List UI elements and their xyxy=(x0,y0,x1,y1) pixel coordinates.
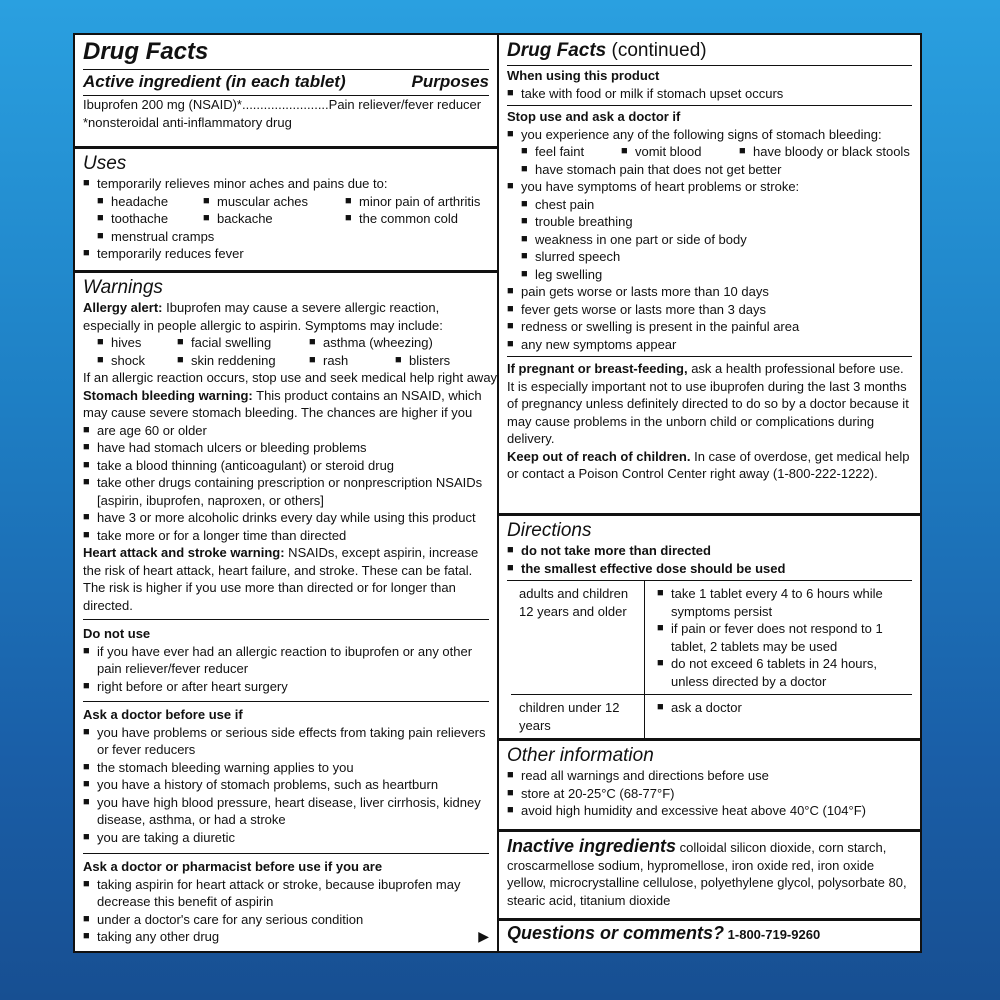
drug-facts-label xyxy=(73,33,922,953)
list-item: ■ you are taking a diuretic xyxy=(83,829,489,847)
allergy-after: If an allergic reaction occurs, stop use and seek medical help right away. xyxy=(83,370,500,385)
uses-row-1 xyxy=(83,193,489,211)
keep-out-text: Keep out of reach of children. In case of overdose, get medical help or contact a Poison Control Center right away (1-800-222-1222). xyxy=(507,448,910,481)
dosage-age-label: adults and children 12 years and older xyxy=(511,581,645,694)
list-item: ■ facial swelling xyxy=(177,334,309,352)
list-item: ■ rash xyxy=(309,352,395,370)
list-item: ■ redness or swelling is present in the painful area xyxy=(507,318,912,336)
other-information-heading: Other information xyxy=(507,745,654,766)
pregnant-text: If pregnant or breast-feeding, ask a health professional before use. It is especially important not to use ibuprofen during the last 3 months of pregnancy unless definitely directed to do so by a doctor because it may cause problems in the unborn child or complications during delivery. xyxy=(507,361,909,446)
uses-row-3 xyxy=(83,228,489,246)
bleeding-row xyxy=(507,143,912,161)
list-item: ■ ask a doctor xyxy=(657,699,912,717)
list-item: ■ you have high blood pressure, heart disease, liver cirrhosis, kidney disease, asthma, or had a stroke xyxy=(83,794,489,829)
list-item: ■ take other drugs containing prescription or nonprescription NSAIDs [aspirin, ibuprofen, naproxen, or others] xyxy=(83,474,489,509)
list-item: ■ weakness in one part or side of body xyxy=(507,231,912,249)
list-item: ■ blisters xyxy=(395,352,450,370)
inactive-ingredients-text: Inactive ingredients colloidal silicon dioxide, corn starch, croscarmellose sodium, hypromellose, iron oxide red, iron oxide yellow, microcrystalline cellulose, polyethylene glycol, polysorbate 80, stearic acid, titanium dioxide xyxy=(507,836,907,908)
footnote: *nonsteroidal anti-inflammatory drug xyxy=(83,114,292,130)
ask-doctor-section xyxy=(75,706,497,866)
list-item: ■ shock xyxy=(97,352,177,370)
uses-last: ■ temporarily reduces fever xyxy=(83,245,489,263)
ask-pharmacist-section xyxy=(75,858,497,951)
active-ingredient-header xyxy=(83,71,489,93)
other-information-section xyxy=(499,741,920,829)
list-item: ■ taking any other drug xyxy=(83,928,489,946)
list-item: ■ asthma (wheezing) xyxy=(309,334,433,352)
dosage-row-children xyxy=(511,695,912,738)
list-item: ■ if you have ever had an allergic reaction to ibuprofen or any other pain reliever/fever reducer xyxy=(83,643,489,678)
list-item: ■ trouble breathing xyxy=(507,213,912,231)
list-item: ■ do not exceed 6 tablets in 24 hours, unless directed by a doctor xyxy=(657,655,912,690)
list-item: ■ have stomach pain that does not get better xyxy=(507,161,912,179)
list-item: ■ have bloody or black stools xyxy=(739,143,910,161)
dosage-instructions xyxy=(645,581,912,694)
questions-section xyxy=(499,921,920,951)
list-item: ■ take more or for a longer time than directed xyxy=(83,527,489,545)
dosage-row-adults xyxy=(511,581,912,695)
warnings-section xyxy=(75,273,500,619)
list-item: ■ pain gets worse or lasts more than 10 days xyxy=(507,283,912,301)
list-item: ■ vomit blood xyxy=(621,143,739,161)
stop-use-heading: Stop use and ask a doctor if xyxy=(507,109,681,124)
symptoms-row-2 xyxy=(83,352,489,370)
list-item: ■ right before or after heart surgery xyxy=(83,678,489,696)
list-item: ■ are age 60 or older xyxy=(83,422,489,440)
uses-section xyxy=(75,149,497,273)
list-item: ■ the common cold xyxy=(345,210,458,228)
list-item: ■ fever gets worse or lasts more than 3 days xyxy=(507,301,912,319)
right-column xyxy=(499,35,920,951)
left-column xyxy=(75,35,499,951)
list-item: ■ store at 20-25°C (68-77°F) xyxy=(507,785,912,803)
list-item: ■ chest pain xyxy=(507,196,912,214)
list-item: ■ avoid high humidity and excessive heat above 40°C (104°F) xyxy=(507,802,912,820)
list-item: ■ menstrual cramps xyxy=(97,228,214,246)
list-item: ■ headache xyxy=(97,193,203,211)
dosage-age-label: children under 12 years xyxy=(511,695,645,738)
list-item: ■ minor pain of arthritis xyxy=(345,193,480,211)
list-item: ■ the stomach bleeding warning applies to you xyxy=(83,759,489,777)
questions-heading: Questions or comments? xyxy=(507,923,725,943)
do-not-use-heading: Do not use xyxy=(83,626,151,641)
list-item: ■ take 1 tablet every 4 to 6 hours while symptoms persist xyxy=(657,585,912,620)
list-item: ■ skin reddening xyxy=(177,352,309,370)
continued-title: Drug Facts (continued) xyxy=(507,40,707,61)
list-item: ■ read all warnings and directions before use xyxy=(507,767,912,785)
symptoms-row-1 xyxy=(83,334,489,352)
list-item: ■ take with food or milk if stomach upset occurs xyxy=(507,85,912,103)
uses-heading: Uses xyxy=(83,153,127,174)
ask-pharmacist-heading: Ask a doctor or pharmacist before use if you are xyxy=(83,859,383,874)
active-ingredient-line: Ibuprofen 200 mg (NSAID)*........................Pain reliever/fever reducer xyxy=(83,97,482,112)
directions-heading: Directions xyxy=(507,520,592,541)
list-item: ■ you have symptoms of heart problems or stroke: xyxy=(507,178,912,196)
list-item: ■ take a blood thinning (anticoagulant) or steroid drug xyxy=(83,457,489,475)
list-item: ■ do not take more than directed xyxy=(507,542,912,560)
purposes-heading: Purposes xyxy=(411,72,489,91)
continued-section xyxy=(499,35,920,513)
list-item: ■ hives xyxy=(97,334,177,352)
allergy-alert: Allergy alert: Ibuprofen may cause a severe allergic reaction, especially in people allergic to aspirin. Symptoms may include: xyxy=(83,300,443,333)
list-item: ■ have had stomach ulcers or bleeding problems xyxy=(83,439,489,457)
list-item: ■ slurred speech xyxy=(507,248,912,266)
list-item: ■ the smallest effective dose should be used xyxy=(507,560,912,578)
list-item: ■ have 3 or more alcoholic drinks every day while using this product xyxy=(83,509,489,527)
continue-arrow-icon: ▶ xyxy=(478,927,489,944)
ask-doctor-heading: Ask a doctor before use if xyxy=(83,707,243,722)
header-section xyxy=(75,35,497,149)
questions-phone: 1-800-719-9260 xyxy=(724,927,821,942)
list-item: ■ under a doctor's care for any serious condition xyxy=(83,911,489,929)
warnings-heading: Warnings xyxy=(83,277,163,298)
stomach-warning: Stomach bleeding warning: This product contains an NSAID, which may cause severe stomach bleeding. The chances are higher if you xyxy=(83,387,482,420)
list-item: ■ you have problems or serious side effects from taking pain relievers or fever reducers xyxy=(83,724,489,759)
list-item: ■ you have a history of stomach problems, such as heartburn xyxy=(83,776,489,794)
list-item: ■ backache xyxy=(203,210,345,228)
uses-row-2 xyxy=(83,210,489,228)
uses-lead: ■ temporarily relieves minor aches and pains due to: xyxy=(83,175,489,193)
inactive-ingredients-section xyxy=(499,832,920,918)
directions-section xyxy=(499,516,920,738)
list-item: ■ toothache xyxy=(97,210,203,228)
heart-warning: Heart attack and stroke warning: NSAIDs, except aspirin, increase the risk of heart attack, heart failure, and stroke. These can be fatal. The risk is higher if you use more than directed or for longer than directed. xyxy=(83,545,479,613)
list-item: ■ you experience any of the following signs of stomach bleeding: xyxy=(507,126,912,144)
drug-facts-title: Drug Facts xyxy=(83,38,209,65)
list-item: ■ feel faint xyxy=(521,143,621,161)
list-item: ■ leg swelling xyxy=(507,266,912,284)
list-item: ■ if pain or fever does not respond to 1 tablet, 2 tablets may be used xyxy=(657,620,912,655)
list-item: ■ taking aspirin for heart attack or stroke, because ibuprofen may decrease this benefit of aspirin xyxy=(83,876,489,911)
dosage-instructions xyxy=(645,695,912,738)
list-item: ■ muscular aches xyxy=(203,193,345,211)
list-item: ■ any new symptoms appear xyxy=(507,336,912,354)
when-using-heading: When using this product xyxy=(507,68,660,83)
active-ingredient-heading: Active ingredient (in each tablet) xyxy=(83,72,346,91)
